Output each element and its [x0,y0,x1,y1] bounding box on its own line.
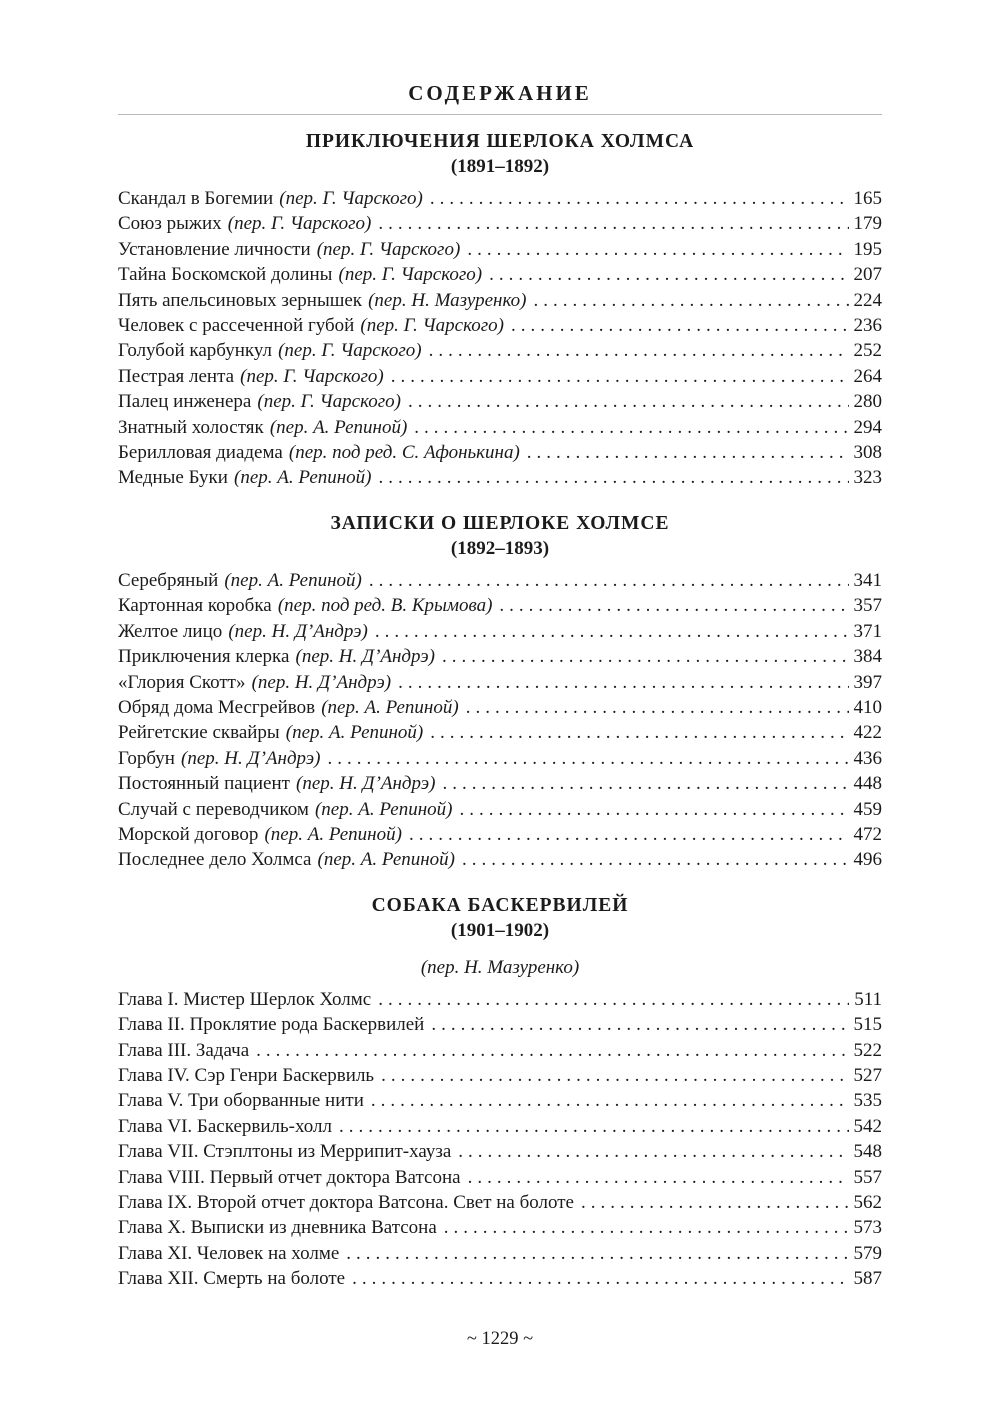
toc-entry-page-number: 179 [853,213,882,235]
dot-leader [431,1012,848,1037]
toc-entry-translator: (пер. А. Репиной) [224,569,362,591]
toc-entry-page-number: 573 [853,1217,882,1239]
toc-entry-title: Установление личности [118,238,311,260]
toc-entry-translator: (пер. А. Репиной) [234,467,372,489]
toc-entry [118,1038,882,1063]
toc-entry-page-number: 357 [853,595,882,617]
toc-entry-translator: (пер. Г. Чарского) [360,315,504,337]
section-heading: ПРИКЛЮЧЕНИЯ ШЕРЛОКА ХОЛМСА [305,131,695,152]
toc-entry [118,288,882,313]
dot-leader [458,1139,848,1164]
dot-leader [381,1063,848,1088]
toc-entry-title: Медные Буки [118,467,228,489]
dot-leader [511,313,849,338]
page-number-footer: ~ 1229 ~ [466,1329,534,1349]
toc-entry-page-number: 195 [853,238,882,260]
dot-leader [444,1215,849,1240]
section-heading: СОБАКА БАСКЕРВИЛЕЙ [371,894,629,916]
toc-entry-page-number: 384 [853,646,882,668]
toc-list [118,987,882,1292]
toc-entry [118,1063,882,1088]
toc-entry-title: Серебряный [118,569,219,591]
toc-entry [118,465,882,490]
dot-leader [378,211,848,236]
toc-entry [118,720,882,745]
dot-leader [467,237,848,262]
dot-leader [459,797,848,822]
dot-leader [379,465,849,490]
toc-entry [118,389,882,414]
toc-entry-translator: (пер. А. Репиной) [285,722,424,744]
page-title: СОДЕРЖАНИЕ [408,81,592,105]
toc-entry-page-number: 207 [853,264,882,286]
toc-entry-page-number: 557 [853,1166,882,1188]
toc-entry [118,1114,882,1139]
toc-entry [118,186,882,211]
toc-entry [118,1165,882,1190]
toc-entry-page-number: 535 [853,1090,882,1112]
toc-entry-title: Палец инженера [118,391,252,413]
toc-entry-page-number: 341 [853,569,882,591]
toc-entry-translator: (пер. Н. Д’Андрэ) [228,620,368,642]
dot-leader [443,771,849,796]
toc-entry-title: Постоянный пациент [118,773,290,795]
toc-entry-page-number: 252 [853,340,882,362]
dot-leader [468,1165,849,1190]
toc-entry-translator: (пер. А. Репиной) [314,798,453,820]
dot-leader [527,440,849,465]
toc-entry [118,262,882,287]
toc-entry-translator: (пер. А. Репиной) [321,696,459,718]
toc-entry-page-number: 579 [853,1242,882,1264]
toc-entry [118,822,882,847]
toc-entry [118,695,882,720]
toc-entry-title: Глава X. Выписки из дневника Ватсона [118,1217,437,1239]
dot-leader [430,720,848,745]
toc-entry-title: Глава XI. Человек на холме [118,1242,340,1264]
toc-entry-title: Берилловая диадема [118,442,283,464]
section-hound [118,893,882,1292]
toc-entry-title: Союз рыжих [118,213,222,235]
toc-entry-title: Знатный холостяк [118,416,264,438]
dot-leader [581,1190,849,1215]
toc-entry-title: Обряд дома Месгрейвов [118,696,316,718]
toc-entry-page-number: 397 [853,671,882,693]
toc-entry-page-number: 323 [853,467,882,489]
toc-entry-page-number: 542 [853,1115,882,1137]
toc-entry-page-number: 587 [853,1268,882,1290]
toc-entry-page-number: 511 [854,988,882,1010]
toc-entry-page-number: 165 [853,188,882,209]
toc-entry-page-number: 280 [853,391,882,413]
section-adventures [118,129,882,491]
dot-leader [408,389,849,414]
dot-leader [352,1266,848,1291]
toc-entry-title: Случай с переводчиком [118,798,309,820]
toc-entry-translator: (пер. Г. Чарского) [257,391,401,413]
toc-entry-title: Голубой карбункул [118,340,272,362]
dot-leader [429,338,849,363]
toc-entry [118,1215,882,1240]
dot-leader [466,695,849,720]
dot-leader [533,288,848,313]
toc-entry-title: Глава V. Три оборванные нити [118,1090,364,1112]
toc-entry-page-number: 410 [853,696,882,718]
toc-entry [118,746,882,771]
section-years: (1901–1902) [450,919,550,941]
dot-leader [346,1241,848,1266]
toc-entry-title: Желтое лицо [118,620,223,642]
toc-entry [118,211,882,236]
toc-entry [118,771,882,796]
toc-entry-translator: (пер. Г. Чарского) [227,213,372,235]
dot-leader [371,1088,849,1113]
dot-leader [489,262,848,287]
toc-entry [118,415,882,440]
toc-entry-title: Глава VI. Баскервиль-холл [118,1115,332,1137]
toc-entry-title: Глава VII. Стэплтоны из Меррипит-хауза [118,1141,452,1163]
toc-entry-translator: (пер. Н. Д’Андрэ) [251,671,392,693]
toc-entry-translator: (пер. Н. Д’Андрэ) [296,773,436,795]
toc-entry-title: Последнее дело Холмса [118,849,312,871]
toc-entry-title: «Глория Скотт» [118,671,246,693]
toc-entry [118,987,882,1012]
toc-entry-page-number: 459 [853,798,882,820]
toc-entry-page-number: 562 [853,1192,882,1213]
toc-entry [118,593,882,618]
dot-leader [499,593,848,618]
toc-entry-title: Человек с рассеченной губой [118,315,355,337]
toc-entry-page-number: 224 [853,289,882,311]
toc-entry [118,644,882,669]
section-translator-note: (пер. Н. Мазуренко) [420,956,580,978]
toc-entry-translator: (пер. под ред. В. Крымова) [277,595,493,617]
section-years: (1892–1893) [450,537,550,559]
title-divider [118,114,882,115]
section-memoirs [118,511,882,873]
dot-leader [430,186,849,211]
toc-entry [118,568,882,593]
section-heading: ЗАПИСКИ О ШЕРЛОКЕ ХОЛМСЕ [330,512,670,534]
toc-entry [118,237,882,262]
toc-entry-title: Глава XII. Смерть на болоте [118,1268,346,1290]
toc-entry [118,440,882,465]
toc-entry [118,1139,882,1164]
toc-entry-title: Глава I. Мистер Шерлок Холмс [118,988,372,1010]
toc-list [118,186,882,491]
toc-entry-title: Горбун [118,747,175,769]
toc-entry-title: Глава IX. Второй отчет доктора Ватсона. Свет на болоте [118,1192,574,1213]
toc-entry-page-number: 236 [853,315,882,337]
toc-entry-translator: (пер. Г. Чарского) [316,238,461,260]
toc-entry-title: Тайна Боскомской долины [118,264,333,286]
toc-entry-title: Пять апельсиновых зернышек [118,289,363,311]
dot-leader [462,847,848,872]
dot-leader [375,619,849,644]
toc-entry-page-number: 527 [853,1064,882,1086]
toc-entry-title: Глава VIII. Первый отчет доктора Ватсона [118,1166,461,1188]
toc-entry [118,797,882,822]
toc-entry-translator: (пер. А. Репиной) [269,416,408,438]
toc-entry-title: Глава II. Проклятие рода Баскервилей [118,1014,425,1036]
toc-entry [118,1241,882,1266]
toc-entry [118,364,882,389]
toc-entry-translator: (пер. А. Репиной) [317,849,456,871]
dot-leader [414,415,848,440]
toc-entry-title: Глава III. Задача [118,1039,250,1061]
section-years: (1891–1892) [450,156,550,177]
toc-entry-translator: (пер. под ред. С. Афонькина) [288,442,520,464]
toc-entry-page-number: 308 [853,442,882,464]
toc-entry-page-number: 422 [853,722,882,744]
toc-entry-translator: (пер. Г. Чарского) [278,340,422,362]
toc-entry [118,313,882,338]
toc-entry-title: Глава IV. Сэр Генри Баскервиль [118,1064,375,1086]
toc-entry [118,1190,882,1215]
dot-leader [378,987,849,1012]
toc-entry-page-number: 472 [853,823,882,845]
toc-entry [118,1266,882,1291]
toc-entry-page-number: 264 [853,365,882,387]
dot-leader [391,364,849,389]
dot-leader [442,644,849,669]
toc-entry-translator: (пер. Г. Чарского) [279,188,423,209]
toc-entry-page-number: 448 [853,773,882,795]
toc-entry-title: Пестрая лента [118,365,235,387]
toc-entry [118,847,882,872]
toc-entry-translator: (пер. Г. Чарского) [338,264,483,286]
toc-entry [118,1012,882,1037]
toc-entry-title: Скандал в Богемии [118,188,274,209]
dot-leader [256,1038,848,1063]
toc-list [118,568,882,873]
toc-entry-page-number: 522 [853,1039,882,1061]
dot-leader [339,1114,849,1139]
toc-entry-page-number: 294 [853,416,882,438]
toc-entry [118,670,882,695]
toc-entry-page-number: 515 [853,1014,882,1036]
toc-entry-title: Картонная коробка [118,595,272,617]
dot-leader [369,568,849,593]
toc-entry-translator: (пер. Н. Д’Андрэ) [181,747,321,769]
toc-entry-title: Морской договор [118,823,259,845]
toc-entry-translator: (пер. А. Репиной) [264,823,402,845]
toc-entry-translator: (пер. Г. Чарского) [240,365,384,387]
dot-leader [398,670,848,695]
toc-entry-translator: (пер. Н. Д’Андрэ) [295,646,435,668]
toc-entry-page-number: 436 [853,747,882,769]
toc-entry-title: Рейгетские сквайры [118,722,280,744]
toc-entry [118,338,882,363]
toc-entry [118,1088,882,1113]
toc-entry-page-number: 371 [853,620,882,642]
toc-entry-page-number: 548 [853,1141,882,1163]
toc-entry-page-number: 496 [853,849,882,871]
dot-leader [409,822,849,847]
toc-entry [118,619,882,644]
toc-entry-translator: (пер. Н. Мазуренко) [368,289,527,311]
toc-entry-title: Приключения клерка [118,646,290,668]
dot-leader [328,746,849,771]
